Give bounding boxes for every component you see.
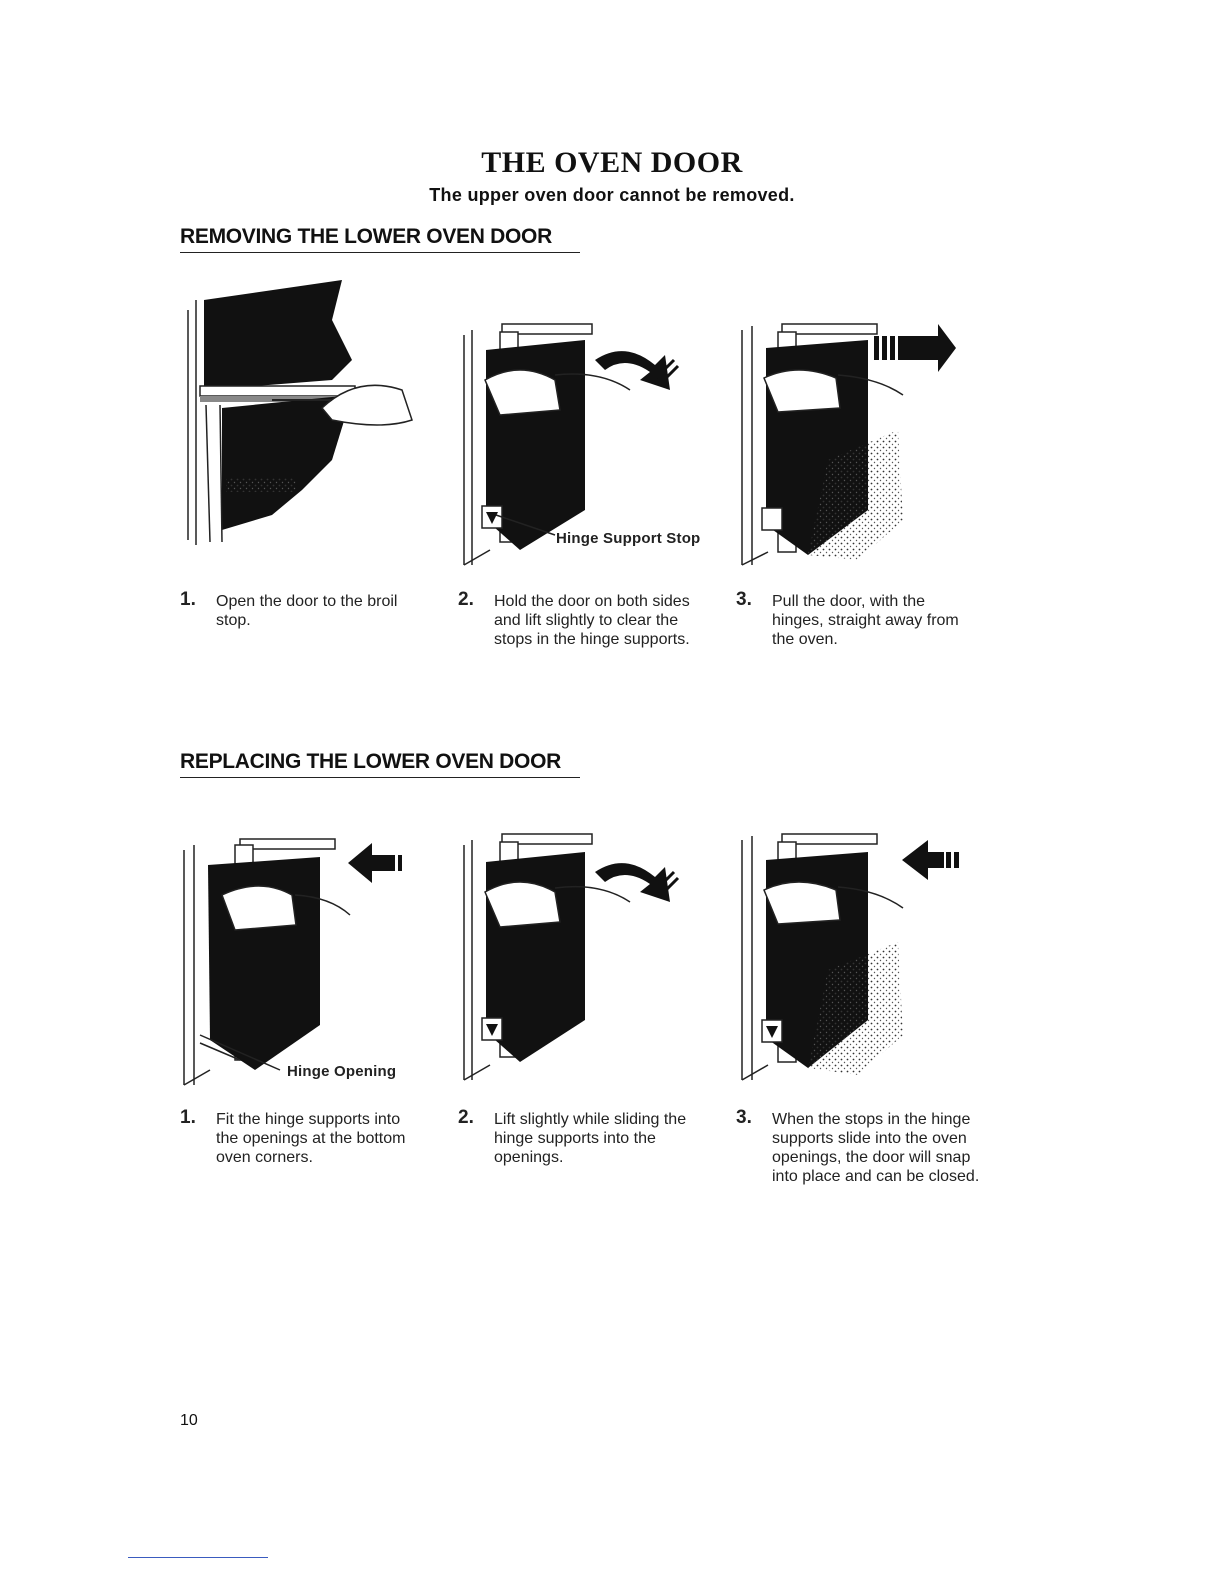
removing-step-2 (458, 589, 728, 649)
replacing-step-2-illustration (460, 830, 710, 1085)
step-text: Pull the door, with the hinges, straight away from the oven. (772, 593, 959, 648)
step-number: 3. (736, 589, 752, 610)
page-subtitle: The upper oven door cannot be removed. (429, 185, 795, 205)
removing-step-3-illustration (738, 320, 968, 570)
footer-rule (128, 1557, 268, 1558)
step-number: 1. (180, 1107, 196, 1128)
step-number: 2. (458, 1107, 474, 1128)
step-number: 2. (458, 589, 474, 610)
removing-heading: REMOVING THE LOWER OVEN DOOR (180, 225, 580, 253)
replacing-heading: REPLACING THE LOWER OVEN DOOR (180, 750, 580, 778)
replacing-step-3 (736, 1107, 1006, 1186)
removing-step-3 (736, 589, 1006, 649)
page-title: THE OVEN DOOR (481, 146, 743, 179)
step-number: 1. (180, 589, 196, 610)
removing-step-1 (180, 589, 450, 630)
replacing-step-1-illustration (180, 835, 420, 1090)
replacing-step-2 (458, 1107, 728, 1167)
step-text: Hold the door on both sides and lift slightly to clear the stops in the hinge supports. (494, 593, 690, 648)
step-number: 3. (736, 1107, 752, 1128)
replacing-step-1 (180, 1107, 450, 1167)
replacing-step-3-illustration (738, 830, 968, 1085)
hinge-opening-callout: Hinge Opening (287, 1063, 397, 1080)
step-text: Lift slightly while sliding the hinge supports into the openings. (494, 1111, 687, 1166)
hinge-support-stop-callout: Hinge Support Stop (556, 530, 701, 547)
step-text: Open the door to the broil stop. (216, 593, 398, 629)
step-text: When the stops in the hinge supports slide into the oven openings, the door will snap into place and can be closed. (772, 1111, 980, 1185)
removing-step-1-illustration (182, 280, 422, 550)
page-number: 10 (180, 1412, 198, 1429)
step-text: Fit the hinge supports into the openings at the bottom oven corners. (216, 1111, 406, 1166)
